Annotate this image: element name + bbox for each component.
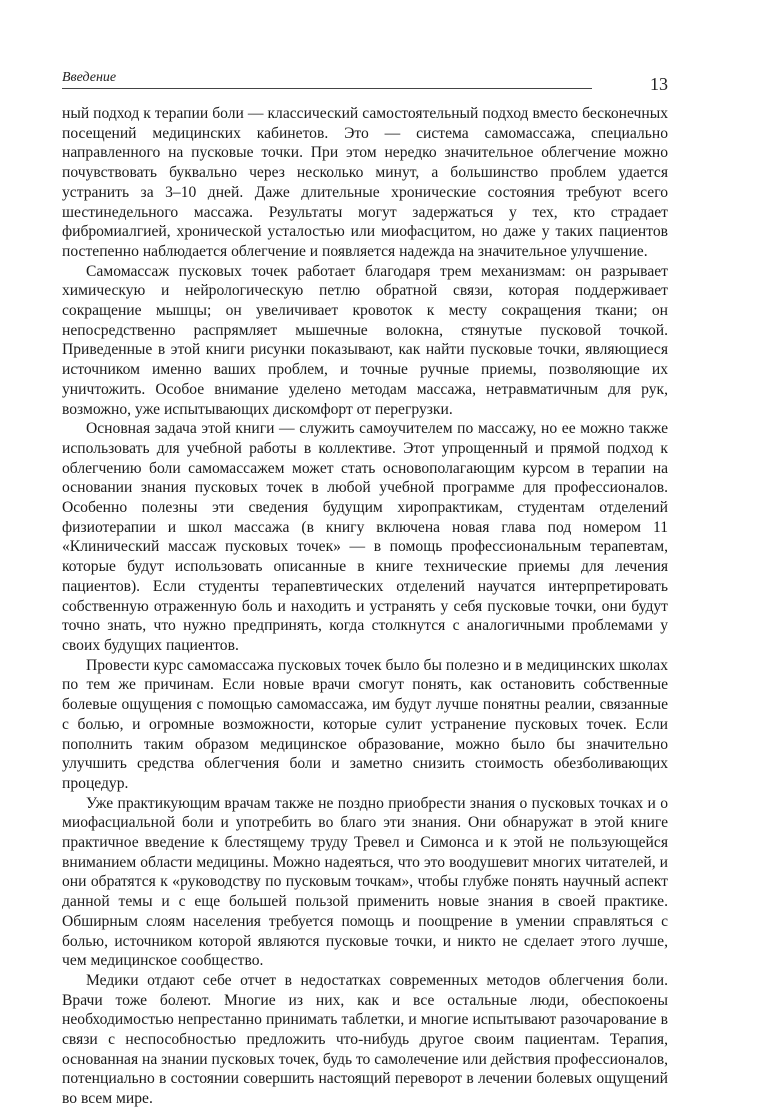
paragraph-5: Уже практикующим врачам также не поздно приобрести знания о пусковых точках и о миофасциальной боли и употребить во благо эти знания. Они обнаружат в этой книге практичное введение к блестящему труду Тревел и Симонса и к этой не пользующейся вниманием области медицины. Можно надеяться, что это воодушевит многих читателей, и они обратятся к «руководству по пусковым точкам», чтобы глубже понять научный аспект данной темы и с еще большей пользой применить новые знания в своей практике. Обширным слоям населения требуется помощь и поощрение в умении справляться с болью, источником которой являются пусковые точки, и никто не сделает этого лучше, чем медицинское сообщество. <box>62 794 668 970</box>
paragraph-6: Медики отдают себе отчет в недостатках современных методов облегчения боли. Врачи тоже болеют. Многие из них, как и все остальные люди, обеспокоены необходимостью непрестанно принимать таблетки, и многие испытывают разочарование в связи с неспособностью предложить что-нибудь другое своим пациентам. Терапия, основанная на знании пусковых точек, будь то самолечение или действия профессионалов, потенциально в состоянии совершить настоящий переворот в лечении болевых ощущений во всем мире. <box>62 971 669 1108</box>
section-title: Введение <box>62 70 117 85</box>
header-rule <box>62 88 592 89</box>
body-text <box>62 104 668 1109</box>
paragraph-4: Провести курс самомассажа пусковых точек было бы полезно и в медицинских школах по тем же причинам. Если новые врачи смогут понять, как остановить собственные болевые ощущения с помощью самомассажа, им будут лучше понятны реалии, связанные с болью, и огромные возможности, которые сулит устранение пусковых точек. Если пополнить таким образом медицинское образование, можно было бы значительно улучшить средства облегчения боли и заметно снизить стоимость обезболивающих процедур. <box>62 656 668 792</box>
running-header <box>62 68 668 94</box>
page-number: 13 <box>650 74 668 94</box>
paragraph-2: Самомассаж пусковых точек работает благодаря трем механизмам: он разрывает химическую и нейрологическую петлю обратной связи, которая поддерживает сокращение мышцы; он увеличивает кровоток к месту сокращения ткани; он непосредственно распрямляет мышечные волокна, стянутые пусковой точкой. Приведенные в этой книги рисунки показывают, как найти пусковые точки, являющиеся источником именно ваших проблем, и точные ручные приемы, позволяющие их уничтожить. Особое внимание уделено методам массажа, нетравматичным для рук, возможно, уже испытывающих дискомфорт от перегрузки. <box>62 262 668 418</box>
paragraph-1: ный подход к терапии боли — классический самостоятельный подход вместо бесконечных посещений медицинских кабинетов. Это — система самомассажа, специально направленного на пусковые точки. При этом нередко значительное облегчение можно почувствовать буквально через несколько минут, а большинство проблем удается устранить за 3–10 дней. Даже длительные хронические состояния требуют всего шестинедельного массажа. Результаты могут задержаться у тех, кто страдает фибромиалгией, хронической усталостью или миофасцитом, но даже у таких пациентов постепенно наблюдается облегчение и появляется надежда на значительное улучшение. <box>62 105 668 260</box>
paragraph-3: Основная задача этой книги — служить самоучителем по массажу, но ее можно также использовать для учебной работы в коллективе. Этот упрощенный и прямой подход к облегчению боли самомассажем может стать основополагающим курсом в терапии на основании знания пусковых точек в любой учебной программе для профессионалов. Особенно полезны эти сведения будущим хиропрактикам, студентам отделений физиотерапии и школ массажа (в книгу включена новая глава под номером 11 «Клинический массаж пусковых точек» — в помощь профессиональным терапевтам, которые будут использовать описанные в книге технические приемы для лечения пациентов). Если студенты терапевтических отделений научатся интерпретировать собственную отраженную боль и находить и устранять у себя пусковые точки, они будут точно знать, что нужно предпринять, когда столкнутся с аналогичными проблемами у своих будущих пациентов. <box>62 420 668 654</box>
